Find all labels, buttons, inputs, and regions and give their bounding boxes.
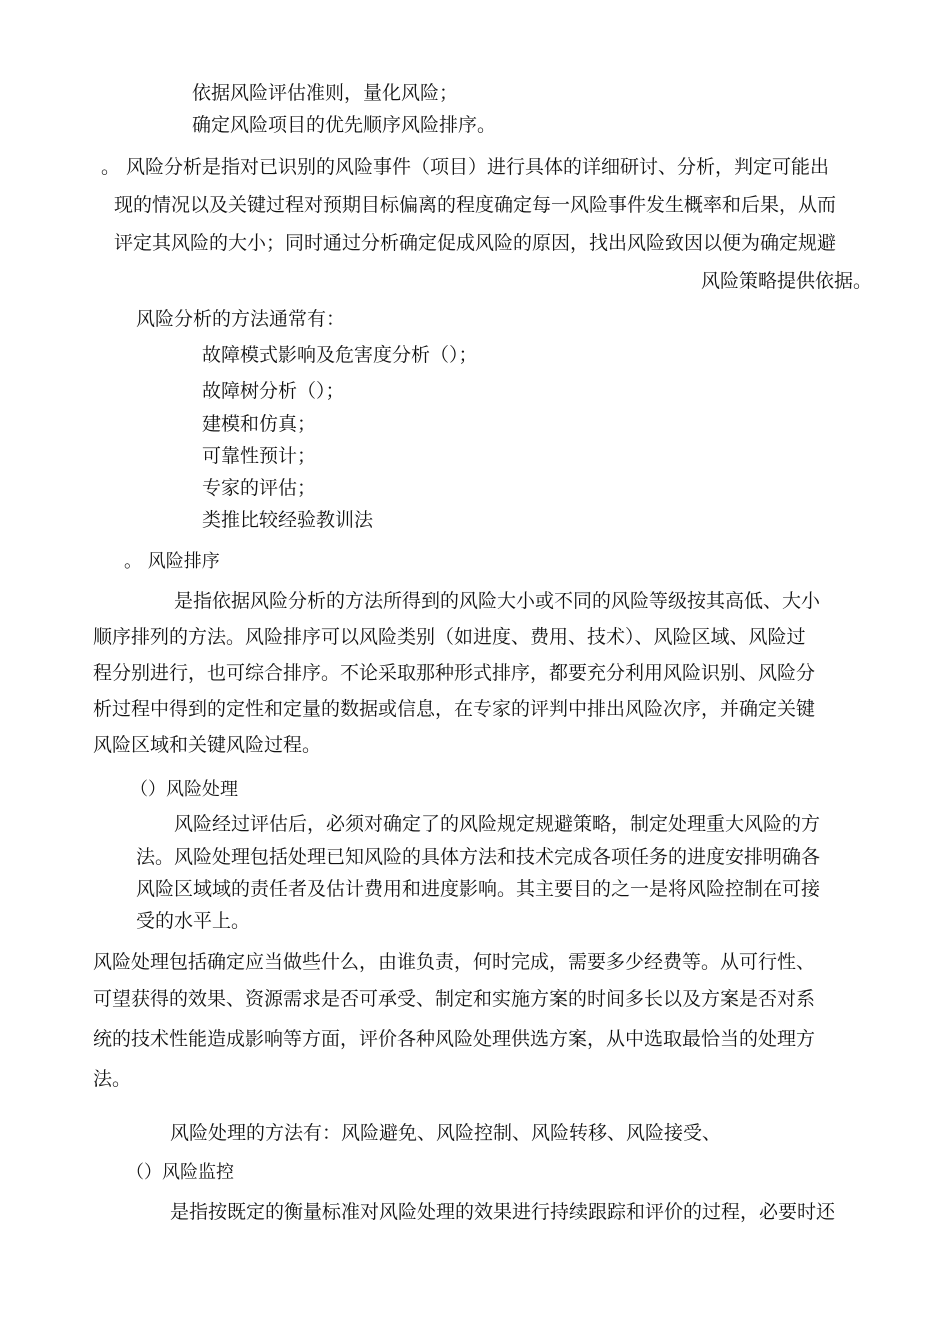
text-line: 是指按既定的衡量标准对风险处理的效果进行持续跟踪和评价的过程，必要时还	[170, 1201, 836, 1223]
text-line: 风险分析的方法通常有：	[136, 308, 346, 330]
text-line: 现的情况以及关键过程对预期目标偏离的程度确定每一风险事件发生概率和后果，从而	[114, 194, 837, 216]
text-line: 法。风险处理包括处理已知风险的具体方法和技术完成各项任务的进度安排明确各	[136, 846, 821, 868]
list-item: 类推比较经验教训法	[202, 509, 374, 531]
text-line: 程分别进行，也可综合排序。不论采取那种形式排序，都要充分利用风险识别、风险分	[93, 662, 816, 684]
section-heading: （）风险处理	[130, 779, 238, 800]
text-line: 风险策略提供依据。	[701, 270, 873, 292]
text-line: 受的水平上。	[136, 910, 251, 932]
text-line: 依据风险评估准则，量化风险；	[192, 82, 459, 104]
section-heading: 。 风险排序	[124, 551, 220, 572]
text-line: 可望获得的效果、资源需求是否可承受、制定和实施方案的时间多长以及方案是否对系	[93, 988, 816, 1010]
text-line: 风险区域和关键风险过程。	[93, 734, 322, 756]
text-line: 确定风险项目的优先顺序风险排序。	[192, 114, 497, 136]
list-item: 故障树分析（）；	[202, 380, 345, 402]
text-line: 是指依据风险分析的方法所得到的风险大小或不同的风险等级按其高低、大小	[174, 590, 821, 612]
list-item: 专家的评估；	[202, 477, 317, 499]
text-line: 评定其风险的大小；同时通过分析确定促成风险的原因，找出风险致因以便为确定规避	[114, 232, 837, 254]
text-line: 风险处理的方法有：风险避免、风险控制、风险转移、风险接受、	[170, 1122, 722, 1144]
section-heading: （）风险监控	[126, 1162, 234, 1183]
text-line: 风险区域域的责任者及估计费用和进度影响。其主要目的之一是将风险控制在可接	[136, 878, 821, 900]
text-line: 析过程中得到的定性和定量的数据或信息，在专家的评判中排出风险次序，并确定关键	[93, 698, 816, 720]
list-item: 建模和仿真；	[202, 413, 317, 435]
text-line: 风险经过评估后，必须对确定了的风险规定规避策略，制定处理重大风险的方	[174, 813, 821, 835]
list-item: 可靠性预计；	[202, 445, 317, 467]
text-line: 。 风险分析是指对已识别的风险事件（项目）进行具体的详细研讨、分析，判定可能出	[101, 156, 830, 178]
text-line: 统的技术性能造成影响等方面，评价各种风险处理供选方案，从中选取最恰当的处理方	[93, 1028, 816, 1050]
list-item: 故障模式影响及危害度分析（）；	[202, 344, 478, 366]
text-line: 风险处理包括确定应当做些什么，由谁负责，何时完成，需要多少经费等。从可行性、	[93, 951, 816, 973]
text-line: 顺序排列的方法。风险排序可以风险类别（如进度、费用、技术）、风险区域、风险过	[93, 626, 806, 648]
text-line: 法。	[93, 1068, 132, 1090]
